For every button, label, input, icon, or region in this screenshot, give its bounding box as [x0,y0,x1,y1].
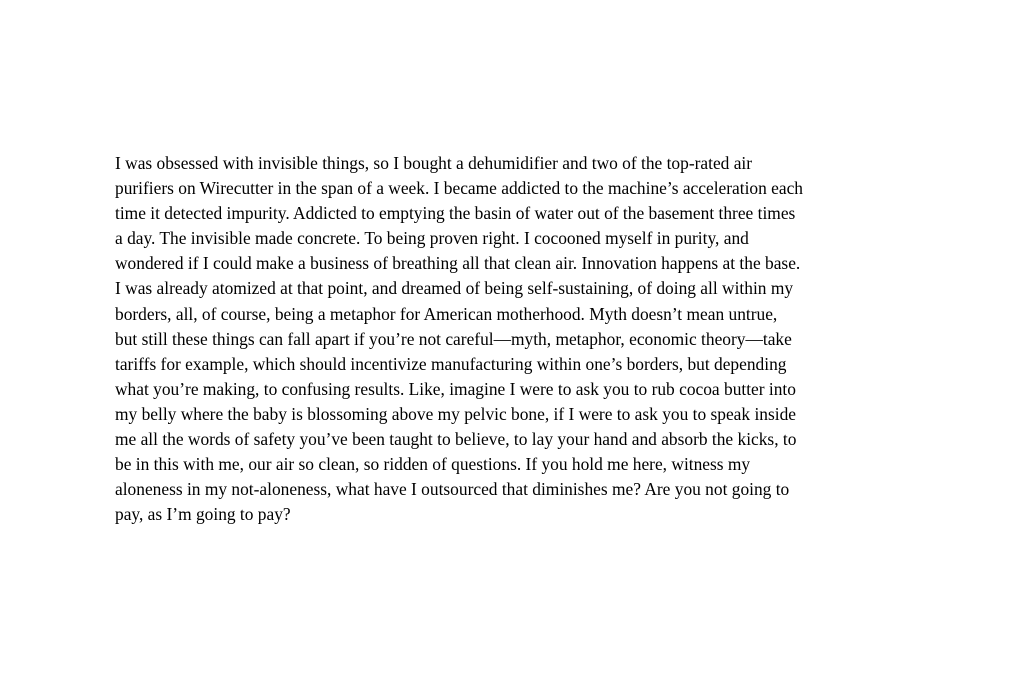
paragraph-line: tariffs for example, which should incentivize manufacturing within one’s borders, but depending [115,353,787,374]
paragraph-line: I was obsessed with invisible things, so I bought a dehumidifier and two of the top-rated air [115,153,753,173]
paragraph-line: I was already atomized at that point, and dreamed of being self-sustaining, of doing all within my [115,278,794,299]
paragraph-line: wondered if I could make a business of breathing all that clean air. Innovation happens at the base. [115,253,801,274]
paragraph-line: purifiers on Wirecutter in the span of a week. I became addicted to the machine’s acceleration each [115,178,804,199]
paragraph-line: what you’re making, to confusing results. Like, imagine I were to ask you to rub cocoa butter into [115,378,796,399]
paragraph-line: time it detected impurity. Addicted to emptying the basin of water out of the basement three times [115,203,796,224]
paragraph-line: a day. The invisible made concrete. To being proven right. I cocooned myself in purity, and [115,228,749,249]
paragraph-line: be in this with me, our air so clean, so ridden of questions. If you hold me here, witness my [115,454,751,475]
prose-paragraph [115,151,907,527]
paragraph-line: borders, all, of course, being a metaphor for American motherhood. Myth doesn’t mean untrue, [115,303,778,324]
paragraph-line: aloneness in my not-aloneness, what have I outsourced that diminishes me? Are you not going to [115,479,790,500]
paragraph-line: my belly where the baby is blossoming above my pelvic bone, if I were to ask you to speak inside [115,403,796,424]
paragraph-line: me all the words of safety you’ve been taught to believe, to lay your hand and absorb the kicks, to [115,429,797,450]
paragraph-line: but still these things can fall apart if you’re not careful—myth, metaphor, economic theory—take [115,328,792,349]
paragraph-line: pay, as I’m going to pay? [115,504,291,525]
